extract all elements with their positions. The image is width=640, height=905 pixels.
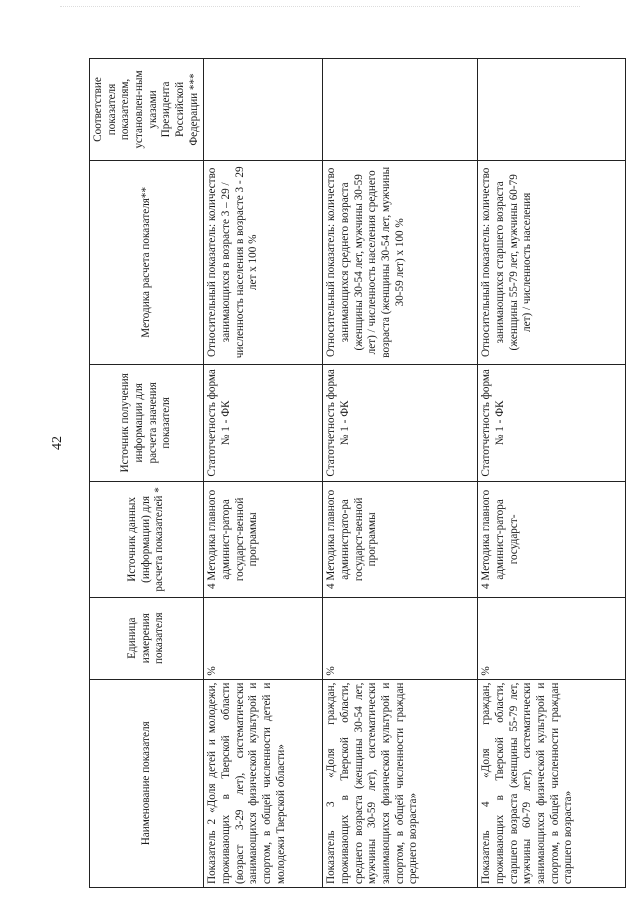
cell-info: Статотчетность форма № 1 - ФК (323, 364, 478, 481)
cell-info: Статотчетность форма № 1 - ФК (204, 364, 323, 481)
table-header-row (90, 59, 204, 888)
table-row-indicator-4 (478, 59, 626, 888)
header-unit: Единица измерения показателя (90, 597, 204, 679)
cell-info: Статотчетность форма № 1 - ФК (478, 364, 626, 481)
indicators-table (89, 58, 626, 888)
cell-source: 4 Методика главного админист-ратора государст- (478, 482, 626, 598)
cell-conformity (204, 59, 323, 161)
header-name: Наименование показателя (90, 679, 204, 887)
cell-source: 4 Методика главного админист-ратора государст-венной программы (204, 482, 323, 598)
table-row-indicator-3 (323, 59, 478, 888)
header-info: Источник получения информации для расчета значения показателя (90, 364, 204, 481)
cell-name: Показатель 4 «Доля граждан, проживающих в Тверской области, старшего возраста (женщины 55-79 лет, мужчины 60-79 лет), систематически занимающихся физической культурой и спортом, в общей численности граждан старшего возраста» (478, 679, 626, 887)
cell-unit: % (204, 597, 323, 679)
rotated-table-container (89, 58, 626, 888)
cell-method: Относительный показатель: количество занимающихся старшего возраста (женщины 55-79 лет, мужчины 60-79 лет) / численность населения (478, 160, 626, 364)
table-row-indicator-2 (204, 59, 323, 888)
header-source: Источник данных (информации) для расчета показателей * (90, 482, 204, 598)
page-number: 42 (50, 436, 65, 450)
cell-method: Относительный показатель: количество занимающихся среднего возраста (женщины 30-54 лет, мужчины 30-59 лет) / численность населения среднего возраста (женщины 30-54 лет, мужчины 30-59 лет) х 100 % (323, 160, 478, 364)
cell-method: Относительный показатель: количество занимающихся в возрасте 3 – 29 / численность населения в возрасте 3 - 29 лет х 100 % (204, 160, 323, 364)
cell-unit: % (478, 597, 626, 679)
cell-source: 4 Методика главного администрато-ра государст-венной программы (323, 482, 478, 598)
header-method: Методика расчета показателя** (90, 160, 204, 364)
cell-name: Показатель 3 «Доля граждан, проживающих в Тверской области, среднего возраста (женщины 30-54 лет, мужчины 30-59 лет), систематически занимающихся физической культурой и спортом, в общей численности граждан среднего возраста» (323, 679, 478, 887)
header-conformity: Соответствие показателя показателям, установлен-ным указами Президента Российской Федерации *** (90, 59, 204, 161)
cell-unit: % (323, 597, 478, 679)
cell-name: Показатель 2 «Доля детей и молодежи, проживающих в Тверской области (возраст 3-29 лет), систематически занимающихся физической культурой и спортом, в общей численности детей и молодежи Тверской области» (204, 679, 323, 887)
cell-conformity (478, 59, 626, 161)
scan-artifact (60, 6, 580, 9)
cell-conformity (323, 59, 478, 161)
